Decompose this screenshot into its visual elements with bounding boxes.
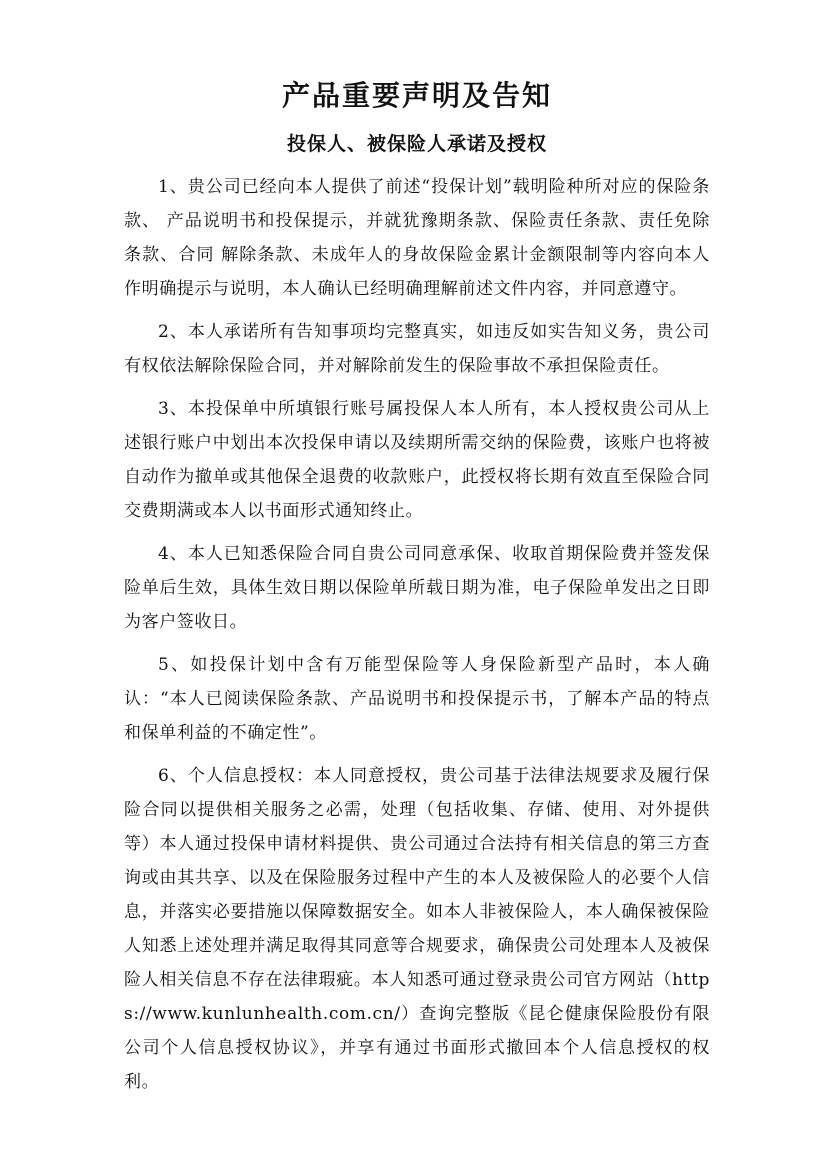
paragraph-2: 2、本人承诺所有告知事项均完整真实，如违反如实告知义务，贵公司有权依法解除保险合同，并对解除前发生的保险事故不承担保险责任。 — [124, 322, 710, 376]
paragraph-3: 3、本投保单中所填银行账号属投保人本人所有，本人授权贵公司从上述银行账户中划出本次投保申请以及续期所需交纳的保险费，该账户也将被自动作为撤单或其他保全退费的收款账户，此授权将长期有效直至保险合同交费期满或本人以书面形式通知终止。 — [124, 399, 710, 521]
paragraph-6: 6、个人信息授权：本人同意授权，贵公司基于法律法规要求及履行保险合同以提供相关服务之必需，处理（包括收集、存储、使用、对外提供等）本人通过投保申请材料提供、贵公司通过合法持有相关信息的第三方查询或由其共享、以及在保险服务过程中产生的本人及被保险人的必要个人信息，并落实必要措施以保障数据安全。如本人非被保险人，本人确保被保险人知悉上述处理并满足取得其同意等合规要求，确保贵公司处理本人及被保险人相关信息不存在法律瑕疵。本人知悉可通过登录贵公司官方网站（https://www.kunlunhealth.com.cn/）查询完整版《昆仑健康保险股份有限公司个人信息授权协议》，并享有通过书面形式撤回本个人信息授权的权利。 — [124, 766, 710, 1092]
paragraph-4: 4、本人已知悉保险合同自贵公司同意承保、收取首期保险费并签发保险单后生效，具体生效日期以保险单所载日期为准，电子保险单发出之日即为客户签收日。 — [124, 544, 710, 632]
paragraph-1: 1、贵公司已经向本人提供了前述“投保计划”载明险种所对应的保险条款、 产品说明书和投保提示，并就犹豫期条款、保险责任条款、责任免除条款、合同 解除条款、未成年人的身故保险金累计金额限制等内容向本人作明确提示与说明，本人确认已经明确理解前述文件内容，并同意遵守。 — [124, 177, 710, 299]
paragraph-5: 5、如投保计划中含有万能型保险等人身保险新型产品时，本人确认：“本人已阅读保险条款、产品说明书和投保提示书，了解本产品的特点和保单利益的不确定性”。 — [124, 655, 710, 743]
document-subtitle: 投保人、被保险人承诺及授权 — [286, 133, 547, 155]
document-title: 产品重要声明及告知 — [281, 79, 552, 112]
